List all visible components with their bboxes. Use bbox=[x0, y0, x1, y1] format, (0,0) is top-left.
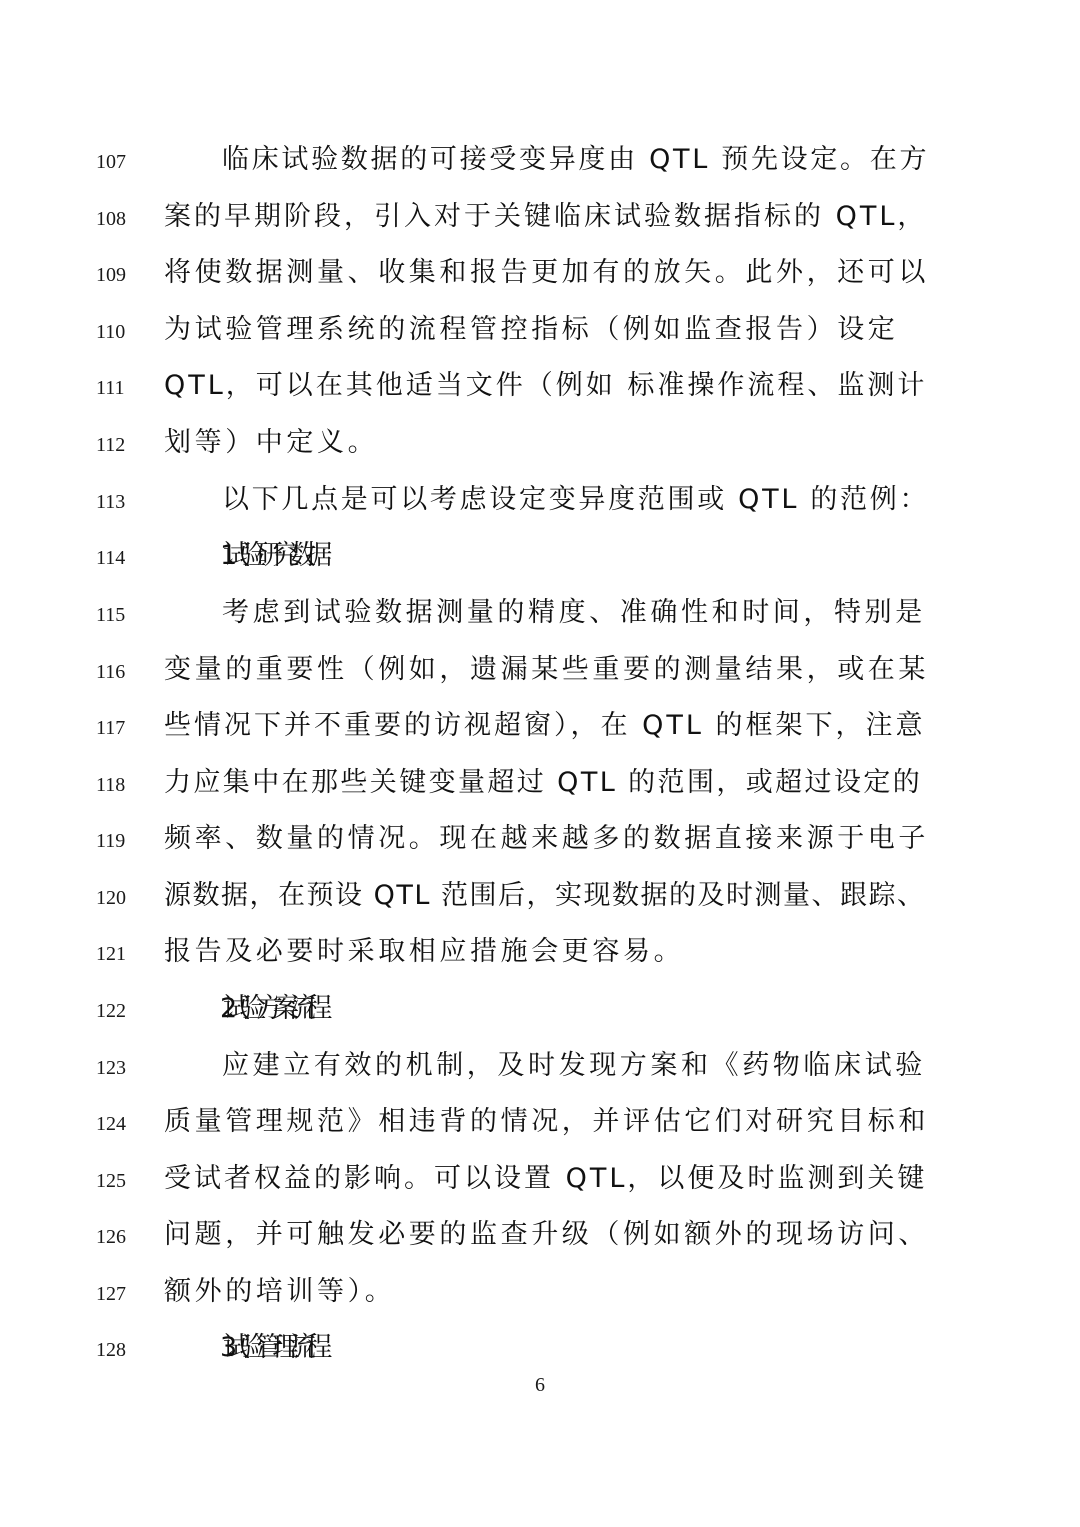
line-number: 117 bbox=[96, 717, 126, 739]
line-number: 119 bbox=[96, 830, 126, 852]
section-heading-line bbox=[0, 989, 1080, 1029]
line-number: 116 bbox=[96, 661, 126, 683]
text-line bbox=[0, 310, 1080, 350]
text-line bbox=[0, 819, 1080, 859]
line-text: 问题，并可触发必要的监查升级（例如额外的现场访问、 bbox=[164, 1219, 929, 1250]
section-heading-line bbox=[0, 536, 1080, 576]
text-line bbox=[0, 1046, 1080, 1086]
text-line bbox=[0, 1102, 1080, 1142]
line-text: 划等）中定义。 bbox=[164, 427, 379, 458]
line-number: 126 bbox=[96, 1226, 126, 1248]
text-line bbox=[0, 1272, 1080, 1312]
line-number: 110 bbox=[96, 321, 126, 343]
text-line bbox=[0, 140, 1080, 180]
line-text: 质量管理规范》相违背的情况，并评估它们对研究目标和 bbox=[164, 1106, 929, 1137]
line-text: 额外的培训等）。 bbox=[164, 1276, 396, 1307]
line-text: 源数据，在预设 QTL 范围后，实现数据的及时测量、跟踪、 bbox=[164, 880, 926, 911]
line-number: 107 bbox=[96, 151, 126, 173]
line-number: 108 bbox=[96, 208, 126, 230]
line-text: QTL，可以在其他适当文件（例如 标准操作流程、监测计 bbox=[164, 370, 928, 401]
line-number: 128 bbox=[96, 1339, 126, 1361]
line-number: 115 bbox=[96, 604, 126, 626]
text-line bbox=[0, 480, 1080, 520]
text-line bbox=[0, 253, 1080, 293]
text-line bbox=[0, 706, 1080, 746]
line-text: 些情况下并不重要的访视超窗），在 QTL 的框架下，注意 bbox=[164, 710, 926, 741]
line-number: 120 bbox=[96, 887, 126, 909]
line-number: 127 bbox=[96, 1283, 126, 1305]
line-text: 将使数据测量、收集和报告更加有的放矢。此外，还可以 bbox=[164, 257, 929, 288]
line-number: 109 bbox=[96, 264, 126, 286]
section-heading-line bbox=[0, 1328, 1080, 1368]
text-line bbox=[0, 763, 1080, 803]
text-line bbox=[0, 366, 1080, 406]
line-text: 临床试验数据的可接受变异度由 QTL 预先设定。在方 bbox=[222, 144, 930, 175]
line-number: 111 bbox=[96, 377, 125, 399]
line-number: 123 bbox=[96, 1057, 126, 1079]
line-text: 为试验管理系统的流程管控指标（例如监查报告）设定 bbox=[164, 314, 899, 345]
line-number: 114 bbox=[96, 547, 126, 569]
line-number: 125 bbox=[96, 1170, 126, 1192]
line-number: 122 bbox=[96, 1000, 126, 1022]
line-number: 113 bbox=[96, 491, 126, 513]
line-number: 118 bbox=[96, 774, 126, 796]
line-text: 受试者权益的影响。可以设置 QTL，以便及时监测到关键 bbox=[164, 1163, 928, 1194]
text-line bbox=[0, 197, 1080, 237]
section-heading: 2. 试验方案流程 bbox=[220, 993, 322, 1024]
text-line bbox=[0, 932, 1080, 972]
line-text: 力应集中在那些关键变量超过 QTL 的范围，或超过设定的 bbox=[164, 767, 923, 798]
section-heading: 1. 试验研究数据 bbox=[220, 540, 322, 571]
line-text: 变量的重要性（例如，遗漏某些重要的测量结果，或在某 bbox=[164, 654, 929, 685]
text-line bbox=[0, 1215, 1080, 1255]
text-line bbox=[0, 423, 1080, 463]
text-line bbox=[0, 650, 1080, 690]
section-heading: 3. 试验管理流程 bbox=[220, 1332, 322, 1363]
line-text: 考虑到试验数据测量的精度、准确性和时间，特别是 bbox=[222, 597, 926, 628]
text-line bbox=[0, 876, 1080, 916]
text-line bbox=[0, 593, 1080, 633]
line-text: 案的早期阶段，引入对于关键临床试验数据指标的 QTL， bbox=[164, 201, 928, 232]
line-number: 112 bbox=[96, 434, 126, 456]
line-number: 124 bbox=[96, 1113, 126, 1135]
line-text: 报告及必要时采取相应措施会更容易。 bbox=[164, 936, 685, 967]
line-text: 应建立有效的机制，及时发现方案和《药物临床试验 bbox=[222, 1050, 926, 1081]
line-number: 121 bbox=[96, 943, 126, 965]
line-text: 频率、数量的情况。现在越来越多的数据直接来源于电子 bbox=[164, 823, 929, 854]
text-line bbox=[0, 1159, 1080, 1199]
page-number: 6 bbox=[535, 1374, 545, 1396]
line-text: 以下几点是可以考虑设定变异度范围或 QTL 的范例： bbox=[222, 484, 930, 515]
